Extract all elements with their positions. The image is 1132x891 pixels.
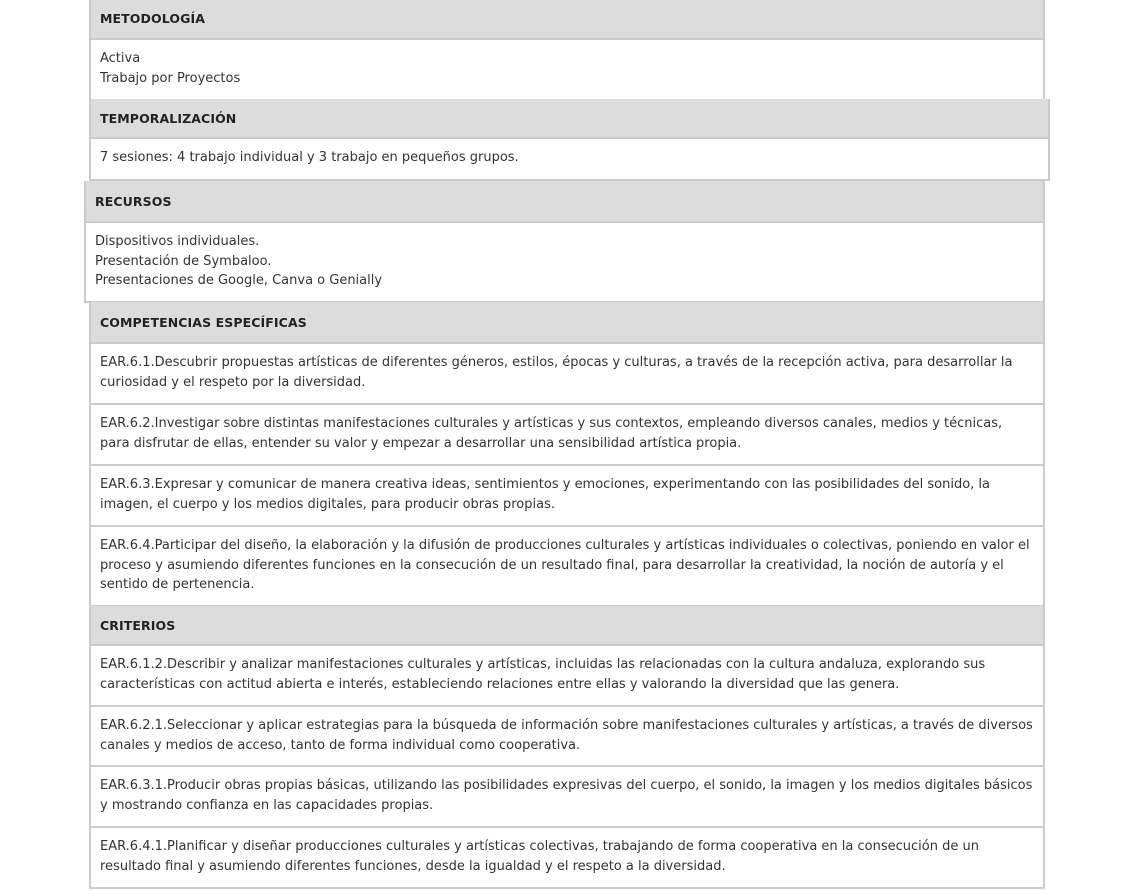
section-title: COMPETENCIAS ESPECÍFICAS	[100, 314, 307, 330]
temporalizacion-text: 7 sesiones: 4 trabajo individual y 3 trabajo en pequeños grupos.	[100, 150, 519, 165]
criterio-text: EAR.6.4.1.Planificar y diseñar producciones culturales y artísticas colectivas, trabajando de forma cooperativa en la consecución de un resultado final y asumiendo diferentes funciones, desde la igualdad y el respeto a la diversidad.	[100, 839, 979, 874]
competencia-text: EAR.6.4.Participar del diseño, la elaboración y la difusión de producciones culturales y artísticas individuales o colectivas, poniendo en valor el proceso y asumiendo diferentes funciones en la consecución de un resultado final, para desarrollar la creatividad, la noción de autoría y el sentido de pertenencia.	[100, 538, 1030, 592]
competencia-text: EAR.6.3.Expresar y comunicar de manera creativa ideas, sentimientos y emociones, experimentando con las posibilidades del sonido, la imagen, el cuerpo y los medios digitales, para producir obras propias.	[100, 477, 991, 512]
section-title: RECURSOS	[95, 193, 172, 209]
metodologia-line-1: Activa	[100, 51, 141, 66]
section-title: CRITERIOS	[100, 617, 176, 633]
section-temporalizacion	[89, 99, 1050, 181]
competencia-text: EAR.6.1.Descubrir propuestas artísticas de diferentes géneros, estilos, épocas y culturas, a través de la recepción activa, para desarrollar la curiosidad y el respeto por la diversidad.	[100, 355, 1013, 390]
recursos-line-1: Dispositivos individuales.	[95, 234, 260, 249]
competencia-item-1	[91, 344, 1043, 405]
section-body-metodologia	[91, 40, 1043, 101]
criterio-item-2	[91, 707, 1043, 767]
section-body-recursos	[86, 223, 1043, 303]
competencia-item-4	[91, 527, 1043, 607]
section-header-temporalizacion	[91, 99, 1048, 139]
criterio-text: EAR.6.1.2.Describir y analizar manifestaciones culturales y artísticas, incluidas las relacionadas con la cultura andaluza, explorando sus características con actitud abierta e interés, estableciendo relaciones entre ellas y valorando la diversidad que las genera.	[100, 657, 986, 692]
criterio-item-4	[91, 828, 1043, 889]
section-criterios	[89, 606, 1045, 889]
recursos-line-3: Presentaciones de Google, Canva o Genially	[95, 273, 383, 288]
section-header-criterios	[91, 606, 1043, 646]
competencia-item-2	[91, 405, 1043, 466]
section-competencias	[89, 302, 1045, 607]
section-header-recursos	[86, 181, 1043, 223]
competencia-item-3	[91, 466, 1043, 527]
criterio-text: EAR.6.3.1.Producir obras propias básicas, utilizando las posibilidades expresivas del cuerpo, el sonido, la imagen y los medios digitales básicos y mostrando confianza en las capacidades propias.	[100, 778, 1033, 813]
section-body-temporalizacion	[91, 139, 1048, 181]
criterio-item-3	[91, 767, 1043, 828]
competencia-text: EAR.6.2.Investigar sobre distintas manifestaciones culturales y artísticas y sus contextos, empleando diversos canales, medios y técnicas, para disfrutar de ellas, entender su valor y empezar a desarrollar una sensibilidad artística propia.	[100, 416, 1003, 451]
section-recursos	[84, 181, 1045, 303]
criterio-item-1	[91, 646, 1043, 707]
metodologia-line-2: Trabajo por Proyectos	[100, 70, 241, 86]
section-metodologia	[89, 0, 1045, 101]
section-title: TEMPORALIZACIÓN	[100, 110, 237, 126]
recursos-line-2: Presentación de Symbaloo.	[95, 253, 272, 269]
section-header-competencias	[91, 302, 1043, 344]
section-header-metodologia	[91, 0, 1043, 40]
section-title: METODOLOGÍA	[100, 10, 205, 26]
criterio-text: EAR.6.2.1.Seleccionar y aplicar estrategias para la búsqueda de información sobre manifestaciones culturales y artísticas, a través de diversos canales y medios de acceso, tanto de forma individual como cooperativa.	[100, 718, 1033, 753]
